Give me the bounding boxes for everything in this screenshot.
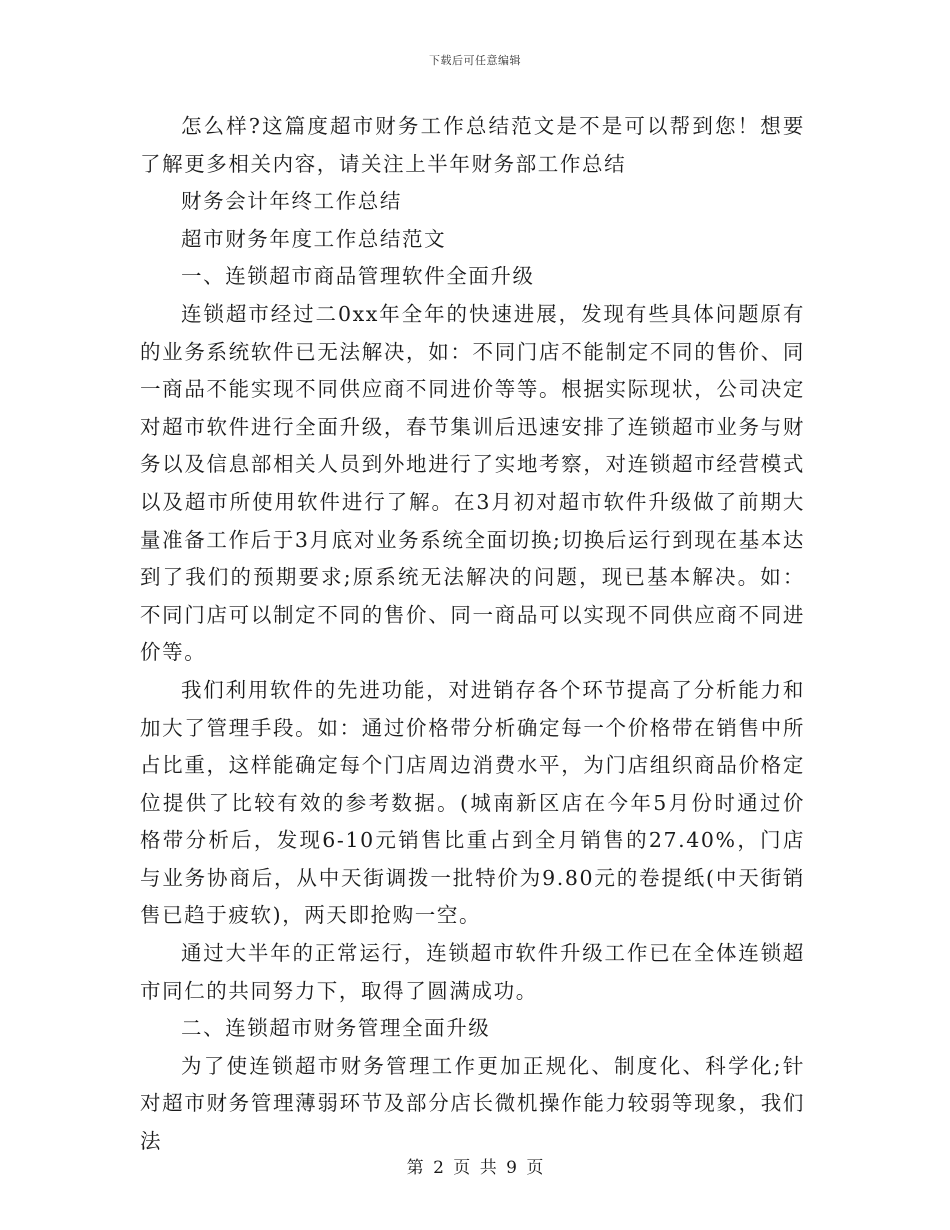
paragraph-software-upgrade: 连锁超市经过二0xx年全年的快速进展，发现有些具体问题原有的业务系统软件已无法解决，如：不同门店不能制定不同的售价、同一商品不能实现不同供应商不同进价等等。根据实际现状，公司决定对超市软件进行全面升级，春节集训后迅速安排了连锁超市业务与财务以及信息部相关人员到外地进行了实地考察，对连锁超市经营模式以及超市所使用软件进行了解。在3月初对超市软件升级做了前期大量准备工作后于3月底对业务系统全面切换;切换后运行到现在基本达到了我们的预期要求;原系统无法解决的问题，现已基本解决。如：不同门店可以制定不同的售价、同一商品可以实现不同供应商不同进价等。 <box>140 301 805 665</box>
paragraph-related-title-2: 超市财务年度工作总结范文 <box>181 226 447 251</box>
section-heading-2: 二、连锁超市财务管理全面升级 <box>181 1016 491 1041</box>
paragraph-intro: 怎么样?这篇度超市财务工作总结范文是不是可以帮到您！想要了解更多相关内容，请关注上半年财务部工作总结 <box>140 114 805 176</box>
paragraph-analysis: 我们利用软件的先进功能，对进销存各个环节提高了分析能力和加大了管理手段。如：通过价格带分析确定每一个价格带在销售中所占比重，这样能确定每个门店周边消费水平，为门店组织商品价格定位提供了比较有效的参考数据。(城南新区店在今年5月份时通过价格带分析后，发现6-10元销售比重占到全月销售的27.40%，门店与业务协商后，从中天街调拨一批特价为9.80元的卷提纸(中天街销售已趋于疲软)，两天即抢购一空。 <box>140 677 805 928</box>
document-body <box>140 108 805 1161</box>
page-number: 第 2 页 共 9 页 <box>406 1158 544 1178</box>
paragraph-success: 通过大半年的正常运行，连锁超市软件升级工作已在全体连锁超市同仁的共同努力下，取得了圆满成功。 <box>140 941 805 1003</box>
paragraph-finance-upgrade: 为了使连锁超市财务管理工作更加正规化、制度化、科学化;针对超市财务管理薄弱环节及部分店长微机操作能力较弱等现象，我们法 <box>140 1053 805 1154</box>
paragraph-related-title-1: 财务会计年终工作总结 <box>181 189 402 214</box>
section-heading-1: 一、连锁超市商品管理软件全面升级 <box>181 264 535 289</box>
page-header-note: 下载后可任意编辑 <box>429 54 521 67</box>
